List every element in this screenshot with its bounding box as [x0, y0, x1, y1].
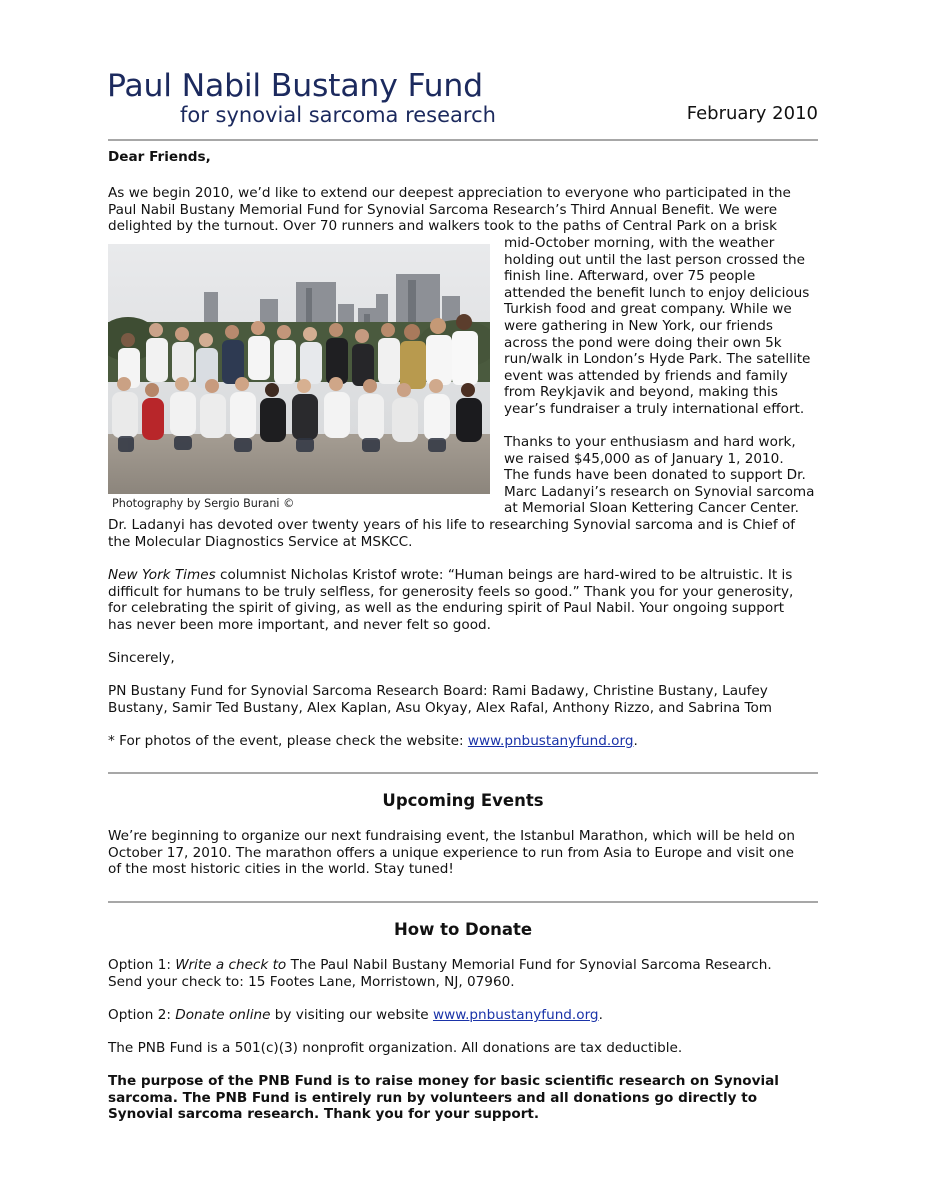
paragraph-line: sarcoma. The PNB Fund is entirely run by volunteers and all donations go directly to — [108, 1089, 758, 1106]
paragraph-line: for celebrating the spirit of giving, as well as the enduring spirit of Paul Nabil. Your ongoing support — [108, 600, 785, 617]
photos-note — [108, 733, 823, 750]
how-to-donate-heading: How to Donate — [393, 920, 533, 939]
paragraph-line: Synovial sarcoma research. Thank you for your support. — [108, 1106, 540, 1123]
upcoming-events-text — [108, 828, 823, 878]
letter-paragraph-3 — [108, 567, 823, 633]
fund-logo-subtitle: for synovial sarcoma research — [180, 103, 496, 127]
photos-note-text: * For photos of the event, please check the website: — [108, 733, 468, 749]
letter-paragraph-2 — [108, 517, 823, 550]
fund-logo-title: Paul Nabil Bustany Fund — [107, 68, 483, 104]
paragraph-line: Turkish food and great company. While we — [504, 301, 792, 318]
paragraph-line: year’s fundraiser a truly international effort. — [504, 400, 805, 417]
donate-option-1 — [108, 957, 823, 990]
photos-note-suffix: . — [633, 733, 638, 749]
event-group-photo — [108, 244, 490, 494]
greeting: Dear Friends, — [108, 149, 211, 165]
option-2-method: Donate online — [175, 1007, 271, 1023]
letter-paragraph-1-wrap — [504, 235, 824, 418]
purpose-statement — [108, 1073, 823, 1123]
publication-name: New York Times — [108, 567, 216, 583]
paragraph-line: has never been more important, and never felt so good. — [108, 616, 491, 633]
paragraph-line: PN Bustany Fund for Synovial Sarcoma Research Board: Rami Badawy, Christine Bustany, Laufey — [108, 683, 768, 699]
paragraph-line: were gathering in New York, our friends — [504, 317, 773, 334]
letter-paragraph-2-wrap — [504, 434, 824, 517]
paragraph-line: As we begin 2010, we’d like to extend our deepest appreciation to everyone who participated in the — [108, 185, 791, 201]
paragraph-line: event was attended by friends and family — [504, 367, 788, 384]
quote-intro: columnist Nicholas Kristof wrote: “Human beings are hard-wired to be altruistic. It is — [215, 567, 793, 583]
paragraph-line — [108, 957, 823, 974]
nonprofit-statement: The PNB Fund is a 501(c)(3) nonprofit organization. All donations are tax deductible. — [108, 1040, 683, 1056]
paragraph-line: the Molecular Diagnostics Service at MSKCC. — [108, 533, 413, 550]
paragraph-line: finish line. Afterward, over 75 people — [504, 268, 756, 285]
paragraph-line: mid-October morning, with the weather — [504, 235, 775, 251]
paragraph-line: run/walk in London’s Hyde Park. The satellite — [504, 351, 811, 368]
paragraph-line: holding out until the last person crossed the — [504, 251, 805, 268]
paragraph-line: The funds have been donated to support Dr. — [504, 467, 806, 484]
paragraph-line: Marc Ladanyi’s research on Synovial sarcoma — [504, 483, 815, 500]
paragraph-line: we raised $45,000 as of January 1, 2010. — [504, 450, 784, 467]
paragraph-line: Thanks to your enthusiasm and hard work, — [504, 434, 796, 450]
board-members — [108, 683, 823, 716]
option-1-method: Write a check to — [175, 957, 287, 973]
option-1-payee: The Paul Nabil Bustany Memorial Fund for Synovial Sarcoma Research. — [286, 957, 772, 973]
paragraph-line: difficult for humans to be truly selfless, for generosity feels so good.” Thank you for your generosity, — [108, 583, 794, 600]
paragraph-line: The purpose of the PNB Fund is to raise money for basic scientific research on Synovial — [108, 1073, 779, 1089]
photo-credit: Photography by Sergio Burani © — [112, 497, 295, 510]
paragraph-line: October 17, 2010. The marathon offers a unique experience to run from Asia to Europe and visit one — [108, 844, 794, 861]
paragraph-line: delighted by the turnout. Over 70 runners and walkers took to the paths of Central Park on a brisk — [108, 218, 778, 235]
mailing-address: Send your check to: 15 Footes Lane, Morristown, NJ, 07960. — [108, 973, 515, 990]
closing: Sincerely, — [108, 650, 175, 666]
paragraph-line: Bustany, Samir Ted Bustany, Alex Kaplan, Asu Okyay, Alex Rafal, Anthony Rizzo, and Sabrina Tom — [108, 699, 773, 716]
paragraph-line: of the most historic cities in the world. Stay tuned! — [108, 861, 454, 878]
paragraph-line: Paul Nabil Bustany Memorial Fund for Synovial Sarcoma Research’s Third Annual Benefit. We were — [108, 201, 778, 218]
paragraph-line: across the pond were doing their own 5k — [504, 334, 782, 351]
option-2-suffix: . — [598, 1007, 603, 1023]
donate-divider — [108, 901, 818, 903]
option-2-label: Option 2: — [108, 1007, 176, 1023]
option-1-label: Option 1: — [108, 957, 176, 973]
paragraph-line: We’re beginning to organize our next fundraising event, the Istanbul Marathon, which will be held on — [108, 828, 795, 844]
paragraph-line: attended the benefit lunch to enjoy delicious — [504, 284, 810, 301]
letter-paragraph-1 — [108, 185, 823, 235]
newsletter-date: February 2010 — [686, 103, 818, 124]
website-link[interactable]: www.pnbustanyfund.org — [467, 733, 634, 749]
upcoming-events-heading: Upcoming Events — [382, 791, 544, 810]
option-2-text: by visiting our website — [270, 1007, 433, 1023]
donate-website-link[interactable]: www.pnbustanyfund.org — [432, 1007, 599, 1023]
events-divider — [108, 772, 818, 774]
header-divider — [108, 139, 818, 141]
paragraph-line: at Memorial Sloan Kettering Cancer Center. — [504, 500, 799, 517]
paragraph-line: Dr. Ladanyi has devoted over twenty years of his life to researching Synovial sarcoma and is Chief of — [108, 517, 796, 533]
paragraph-line — [108, 567, 823, 584]
paragraph-line: from Reykjavik and beyond, making this — [504, 384, 778, 401]
donate-option-2 — [108, 1007, 823, 1024]
